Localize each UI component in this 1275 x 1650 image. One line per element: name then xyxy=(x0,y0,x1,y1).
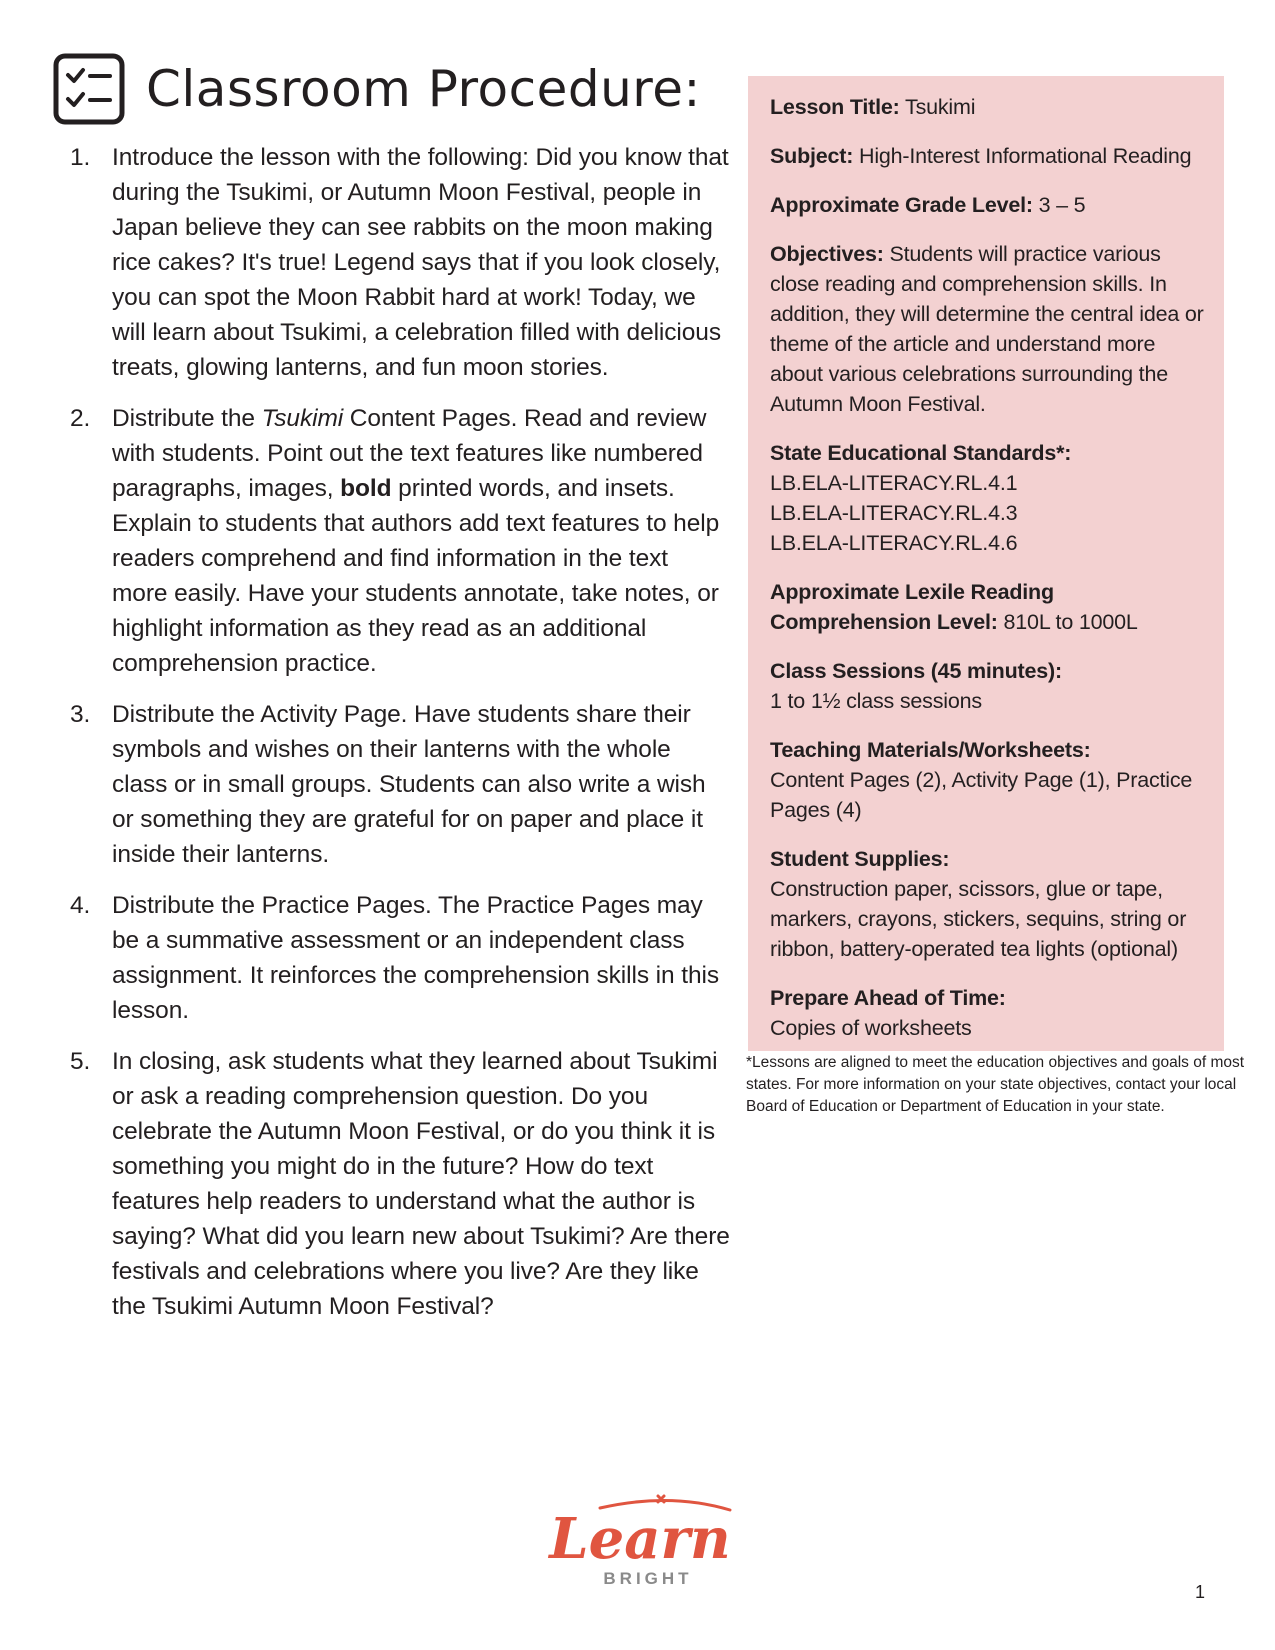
info-subject xyxy=(770,141,1204,171)
checklist-icon xyxy=(52,52,126,126)
procedure-list xyxy=(70,140,730,1340)
info-value: Copies of worksheets xyxy=(770,1016,972,1040)
info-label: Teaching Materials/Worksheets: xyxy=(770,738,1091,762)
step-italic-term: Tsukimi xyxy=(261,405,344,432)
step-text xyxy=(112,401,730,681)
step-text: In closing, ask students what they learned about Tsukimi or ask a reading comprehension question. Do you celebrate the Autumn Moon Festival, or do you think it is something you might do in the future? How do text features help readers to understand what the author is saying? What did you learn new about Tsukimi? Are there festivals and celebrations where you live? Are they like the Tsukimi Autumn Moon Festival? xyxy=(112,1048,730,1320)
step-number: 5. xyxy=(70,1048,91,1075)
procedure-step-2 xyxy=(70,401,730,681)
info-student-supplies xyxy=(770,844,1204,964)
info-value: 3 – 5 xyxy=(1038,193,1086,217)
info-standards xyxy=(770,438,1204,558)
info-value: Construction paper, scissors, glue or tape, markers, crayons, stickers, sequins, string or ribbon, battery-operated tea lights (optional) xyxy=(770,877,1187,961)
page-header xyxy=(52,52,701,126)
step-text-part: Content Pages. Read and review with students. Point out the text features like numbered paragraphs, images, xyxy=(112,405,707,502)
step-number: 3. xyxy=(70,701,91,728)
step-number: 1. xyxy=(70,144,91,171)
info-label: Objectives: xyxy=(770,242,884,266)
info-value: High-Interest Informational Reading xyxy=(859,144,1192,168)
info-label: Class Sessions (45 minutes): xyxy=(770,659,1062,683)
step-bold-term: bold xyxy=(340,475,392,502)
procedure-step-5 xyxy=(70,1044,730,1324)
info-value: Students will practice various close reading and comprehension skills. In addition, they will determine the central idea or theme of the article and understand more about various celebrations surrounding the Autumn Moon Festival. xyxy=(770,242,1204,416)
info-teaching-materials xyxy=(770,735,1204,825)
info-label: State Educational Standards*: xyxy=(770,441,1072,465)
info-label: Subject: xyxy=(770,144,854,168)
step-number: 2. xyxy=(70,405,91,432)
info-grade-level xyxy=(770,190,1204,220)
procedure-step-4 xyxy=(70,888,730,1028)
step-text-part: Distribute the xyxy=(112,405,262,432)
standard-code: LB.ELA-LITERACY.RL.4.6 xyxy=(770,531,1018,555)
learn-bright-logo xyxy=(530,1490,750,1590)
info-lesson-title xyxy=(770,92,1204,122)
info-prepare-ahead xyxy=(770,983,1204,1043)
step-text: Distribute the Activity Page. Have students share their symbols and wishes on their lanterns with the whole class or in small groups. Students can also write a wish or something they are grateful for on paper and place it inside their lanterns. xyxy=(112,701,706,868)
lesson-info-box xyxy=(748,76,1224,1051)
procedure-step-3 xyxy=(70,697,730,872)
standard-code: LB.ELA-LITERACY.RL.4.1 xyxy=(770,471,1018,495)
info-label: Student Supplies: xyxy=(770,847,950,871)
logo-wordmark: Learn xyxy=(549,1506,731,1572)
info-value: Tsukimi xyxy=(905,95,976,119)
step-number: 4. xyxy=(70,892,91,919)
procedure-step-1 xyxy=(70,140,730,385)
info-objectives xyxy=(770,239,1204,419)
logo-subtitle: BRIGHT xyxy=(603,1569,693,1588)
info-label: Prepare Ahead of Time: xyxy=(770,986,1006,1010)
info-label: Approximate Grade Level: xyxy=(770,193,1033,217)
step-text-part: printed words, and insets. Explain to students that authors add text features to help readers comprehend and find information in the text more easily. Have your students annotate, take notes, or highlight information as they read as an additional comprehension practice. xyxy=(112,475,720,677)
info-lexile-level xyxy=(770,577,1204,637)
page-number: 1 xyxy=(1195,1582,1206,1602)
page-title: Classroom Procedure: xyxy=(146,60,701,118)
standard-code: LB.ELA-LITERACY.RL.4.3 xyxy=(770,501,1018,525)
info-value: 810L to 1000L xyxy=(1003,610,1138,634)
info-value: Content Pages (2), Activity Page (1), Practice Pages (4) xyxy=(770,768,1193,822)
info-class-sessions xyxy=(770,656,1204,716)
info-value: 1 to 1½ class sessions xyxy=(770,689,982,713)
info-label: Approximate Lexile Reading Comprehension Level: xyxy=(770,580,1054,634)
step-text: Distribute the Practice Pages. The Practice Pages may be a summative assessment or an independent class assignment. It reinforces the comprehension skills in this lesson. xyxy=(112,892,719,1024)
standards-footnote: *Lessons are aligned to meet the education objectives and goals of most states. For more information on your state objectives, contact your local Board of Education or Department of Education in your state. xyxy=(746,1054,1245,1115)
info-label: Lesson Title: xyxy=(770,95,900,119)
step-text: Introduce the lesson with the following: Did you know that during the Tsukimi, or Autumn Moon Festival, people in Japan believe they can see rabbits on the moon making rice cakes? It's true! Legend says that if you look closely, you can spot the Moon Rabbit hard at work! Today, we will learn about Tsukimi, a celebration filled with delicious treats, glowing lanterns, and fun moon stories. xyxy=(112,144,729,381)
